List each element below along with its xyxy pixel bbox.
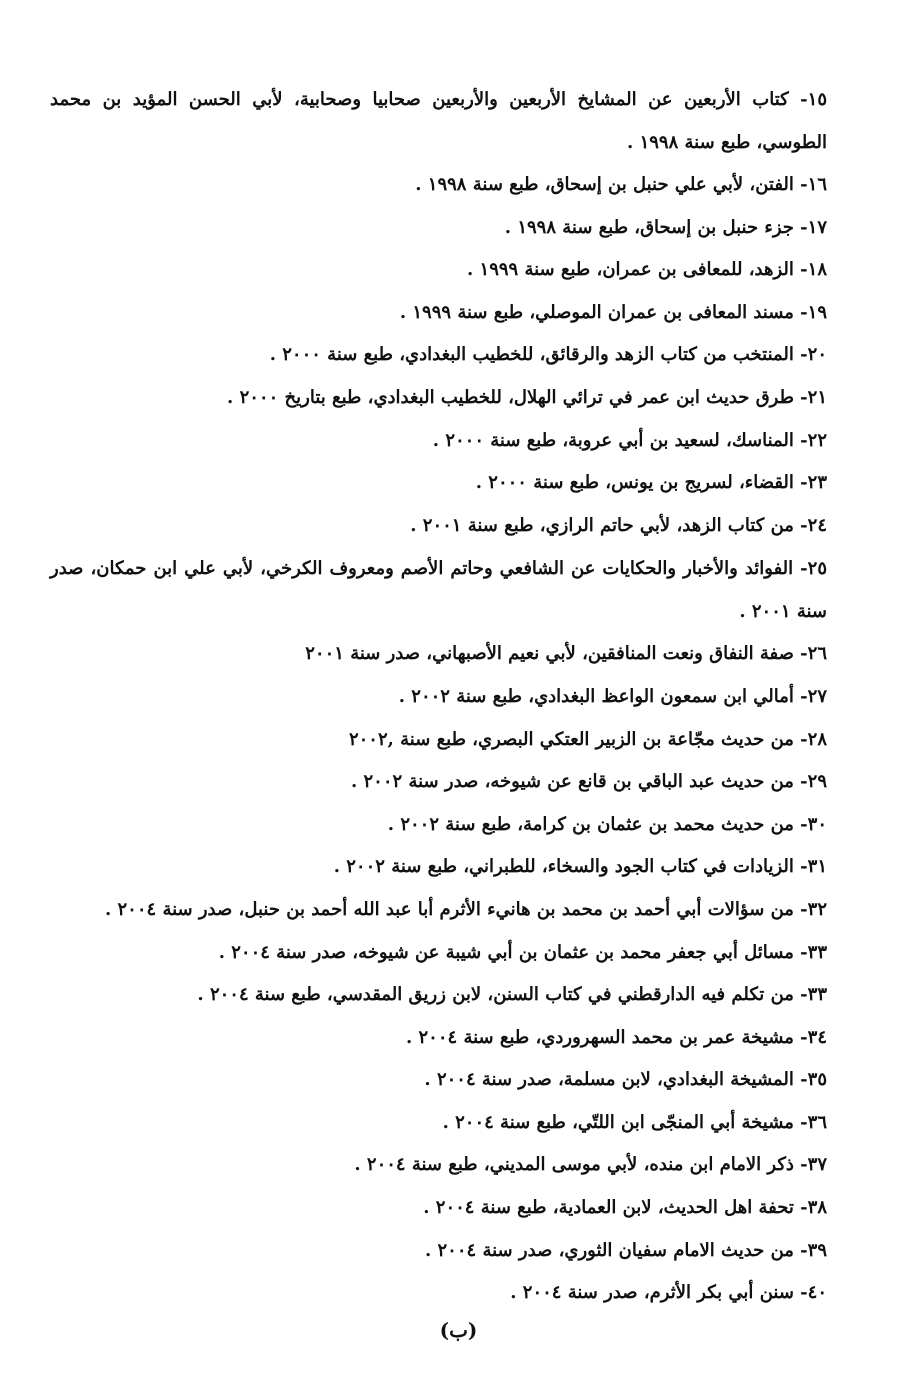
list-item: ٢٤- من كتاب الزهد، لأبي حاتم الرازي، طبع سنة ٢٠٠١ . bbox=[410, 514, 827, 536]
list-item: ٢٢- المناسك، لسعيد بن أبي عروبة، طبع سنة ٢٠٠٠ . bbox=[432, 429, 827, 451]
list-item: ٣٧- ذكر الامام ابن منده، لأبي موسى المديني، طبع سنة ٢٠٠٤ . bbox=[354, 1154, 827, 1176]
list-item: ٣٦- مشيخة أبي المنجّى ابن اللتّي، طبع سنة ٢٠٠٤ . bbox=[442, 1111, 827, 1133]
list-item: ٢٦- صفة النفاق ونعت المنافقين، لأبي نعيم الأصبهاني، صدر سنة ٢٠٠١ bbox=[305, 643, 827, 665]
list-item: ٢٩- من حديث عبد الباقي بن قانع عن شيوخه، صدر سنة ٢٠٠٢ . bbox=[350, 771, 827, 793]
list-item: ٢٨- من حديث مجّاعة بن الزبير العتكي البصري، طبع سنة ,٢٠٠٢ bbox=[348, 728, 827, 750]
list-item: ٢٠- المنتخب من كتاب الزهد والرقائق، للخطيب البغدادي، طبع سنة ٢٠٠٠ . bbox=[269, 344, 827, 366]
list-item: ٣١- الزيادات في كتاب الجود والسخاء، للطبراني، طبع سنة ٢٠٠٢ . bbox=[333, 856, 827, 878]
list-item: ٢٥- الفوائد والأخبار والحكايات عن الشافعي وحاتم الأصم ومعروف الكرخي، لأبي علي ابن حمكان، صدر سنة ٢٠٠١ . bbox=[50, 558, 827, 623]
list-item: ٢١- طرق حديث ابن عمر في ترائي الهلال، للخطيب البغدادي، طبع بتاريخ ٢٠٠٠ . bbox=[227, 386, 827, 408]
list-item: ٣٣- من تكلم فيه الدارقطني في كتاب السنن، لابن زريق المقدسي، طبع سنة ٢٠٠٤ . bbox=[197, 984, 827, 1006]
list-item: ١٦- الفتن، لأبي علي حنبل بن إسحاق، طبع سنة ١٩٩٨ . bbox=[415, 174, 827, 195]
list-item: ٣٨- تحفة اهل الحديث، لابن العمادية، طبع سنة ٢٠٠٤ . bbox=[423, 1197, 827, 1219]
page-marker: (ب) bbox=[439, 1318, 478, 1342]
list-item: ١٨- الزهد، للمعافى بن عمران، طبع سنة ١٩٩٩ . bbox=[466, 259, 827, 281]
list-item: ٣٣- مسائل أبي جعفر محمد بن عثمان بن أبي شيبة عن شيوخه، صدر سنة ٢٠٠٤ . bbox=[218, 941, 827, 963]
list-item: ١٧- جزء حنبل بن إسحاق، طبع سنة ١٩٩٨ . bbox=[504, 216, 827, 238]
list-item: ٣٢- من سؤالات أبي أحمد بن محمد بن هانيء الأثرم أبا عبد الله أحمد بن حنبل، صدر سنة ٢٠٠٤ . bbox=[104, 898, 827, 920]
list-item: ٣٥- المشيخة البغدادي، لابن مسلمة، صدر سنة ٢٠٠٤ . bbox=[424, 1069, 827, 1091]
list-item: ٣٤- مشيخة عمر بن محمد السهروردي، طبع سنة ٢٠٠٤ . bbox=[405, 1026, 827, 1048]
list-item: ٢٣- القضاء، لسريج بن يونس، طبع سنة ٢٠٠٠ . bbox=[475, 472, 827, 494]
list-item: ٤٠- سنن أبي بكر الأثرم، صدر سنة ٢٠٠٤ . bbox=[510, 1282, 827, 1304]
list-item: ٣٩- من حديث الامام سفيان الثوري، صدر سنة ٢٠٠٤ . bbox=[424, 1239, 827, 1261]
list-item: ٢٧- أمالي ابن سمعون الواعظ البغدادي، طبع سنة ٢٠٠٢ . bbox=[398, 685, 827, 707]
list-item: ٣٠- من حديث محمد بن عثمان بن كرامة، طبع سنة ٢٠٠٢ . bbox=[387, 813, 827, 835]
list-item: ١٥- كتاب الأربعين عن المشايخ الأربعين والأربعين صحابيا وصحابية، لأبي الحسن المؤيد بن محمد الطوسي، طبع سنة ١٩٩٨ . bbox=[50, 89, 827, 153]
list-item: ١٩- مسند المعافى بن عمران الموصلي، طبع سنة ١٩٩٩ . bbox=[399, 301, 827, 323]
